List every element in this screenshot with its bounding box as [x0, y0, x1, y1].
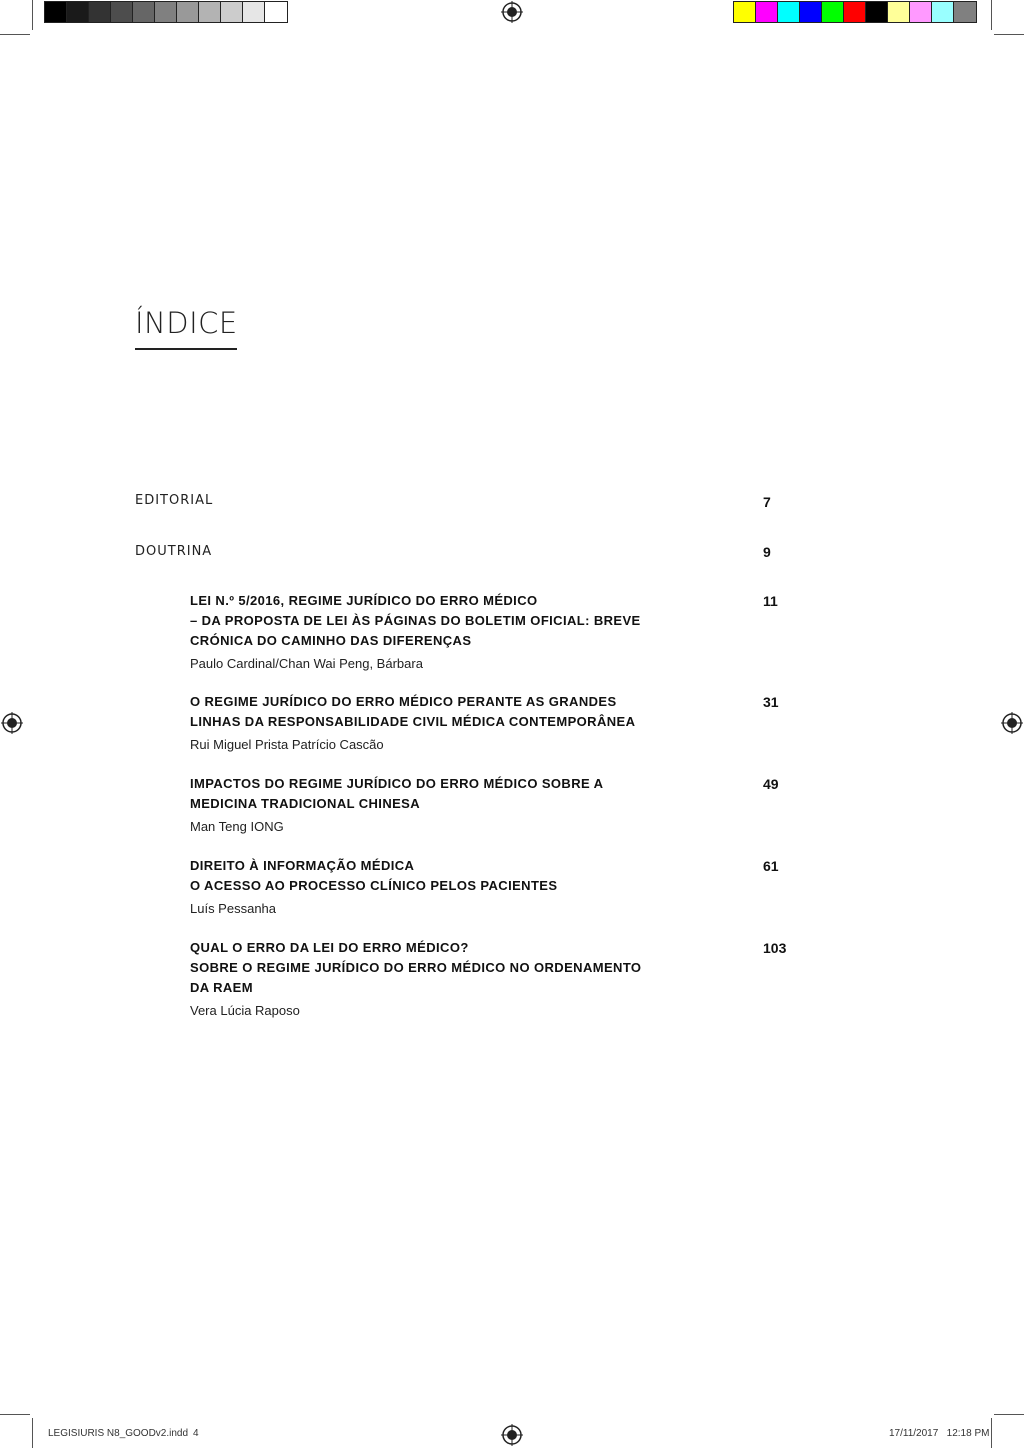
entry-title-line: MEDICINA TRADICIONAL CHINESA: [190, 796, 421, 811]
entry-title-line: O REGIME JURÍDICO DO ERRO MÉDICO PERANTE AS GRANDES: [190, 694, 617, 709]
registration-mark-icon: [501, 1424, 523, 1446]
page-title: ÍNDICE: [135, 306, 238, 340]
color-swatch: [756, 2, 778, 22]
color-swatch: [778, 2, 800, 22]
color-swatch: [155, 2, 177, 22]
entry-author: Rui Miguel Prista Patrício Cascão: [190, 737, 384, 752]
entry-author: Vera Lúcia Raposo: [190, 1003, 300, 1018]
color-swatch: [265, 2, 287, 22]
toc-entry[interactable]: [190, 591, 660, 674]
entry-title-line: LEI N.º 5/2016, REGIME JURÍDICO DO ERRO MÉDICO: [190, 593, 538, 608]
color-swatch: [954, 2, 976, 22]
toc-entry[interactable]: [190, 692, 660, 755]
color-swatch: [734, 2, 756, 22]
footer-datetime: 17/11/2017 12:18 PM: [889, 1428, 990, 1439]
entry-author: Man Teng IONG: [190, 819, 284, 834]
toc-entry-page: 31: [763, 694, 779, 710]
crop-mark: [32, 1418, 33, 1448]
registration-mark-icon: [1, 712, 23, 734]
toc-entry[interactable]: [190, 774, 660, 837]
toc-entry-page: 103: [763, 940, 787, 956]
toc-entry-page: 49: [763, 776, 779, 792]
toc-entry[interactable]: [190, 938, 660, 1021]
crop-mark: [32, 0, 33, 30]
entry-author: Luís Pessanha: [190, 901, 277, 916]
toc-entry-page: 11: [763, 593, 778, 609]
crop-mark: [991, 0, 992, 30]
color-swatch: [822, 2, 844, 22]
color-swatch: [111, 2, 133, 22]
footer-page-number: 4: [193, 1428, 199, 1439]
entry-title-line: – DA PROPOSTA DE LEI ÀS PÁGINAS DO BOLETIM OFICIAL: BREVE: [190, 613, 641, 628]
color-swatch: [910, 2, 932, 22]
entry-title-line: QUAL O ERRO DA LEI DO ERRO MÉDICO?: [190, 940, 469, 955]
color-calibration-bar: [733, 1, 977, 23]
color-swatch: [866, 2, 888, 22]
toc-entry[interactable]: [190, 856, 660, 919]
crop-mark: [0, 34, 30, 35]
color-swatch: [844, 2, 866, 22]
entry-title-line: DA RAEM: [190, 980, 253, 995]
color-swatch: [89, 2, 111, 22]
entry-title-line: O ACESSO AO PROCESSO CLÍNICO PELOS PACIENTES: [190, 878, 558, 893]
color-swatch: [243, 2, 265, 22]
registration-mark-icon: [501, 1, 523, 23]
toc-entry-page: 61: [763, 858, 779, 874]
entry-title-line: IMPACTOS DO REGIME JURÍDICO DO ERRO MÉDICO SOBRE A: [190, 776, 604, 791]
crop-mark: [0, 1414, 30, 1415]
title-underline: [135, 348, 237, 350]
color-swatch: [888, 2, 910, 22]
registration-mark-icon: [1001, 712, 1023, 734]
color-swatch: [133, 2, 155, 22]
entry-title-line: CRÓNICA DO CAMINHO DAS DIFERENÇAS: [190, 633, 472, 648]
entry-author: Paulo Cardinal/Chan Wai Peng, Bárbara: [190, 656, 423, 671]
entry-title-line: SOBRE O REGIME JURÍDICO DO ERRO MÉDICO NO ORDENAMENTO: [190, 960, 642, 975]
footer-file-name: LEGISIURIS N8_GOODv2.indd: [48, 1428, 189, 1439]
toc-page-editorial: 7: [763, 494, 771, 510]
grey-calibration-bar: [44, 1, 288, 23]
color-swatch: [177, 2, 199, 22]
color-swatch: [45, 2, 67, 22]
toc-section-doutrina[interactable]: DOUTRINA: [135, 544, 213, 559]
color-swatch: [67, 2, 89, 22]
crop-mark: [991, 1418, 992, 1448]
toc-page-doutrina: 9: [763, 544, 771, 560]
toc-section-editorial[interactable]: EDITORIAL: [135, 493, 214, 508]
color-swatch: [932, 2, 954, 22]
crop-mark: [994, 34, 1024, 35]
entry-title-line: LINHAS DA RESPONSABILIDADE CIVIL MÉDICA CONTEMPORÂNEA: [190, 714, 636, 729]
entry-title-line: DIREITO À INFORMAÇÃO MÉDICA: [190, 858, 415, 873]
color-swatch: [199, 2, 221, 22]
crop-mark: [994, 1414, 1024, 1415]
color-swatch: [800, 2, 822, 22]
color-swatch: [221, 2, 243, 22]
